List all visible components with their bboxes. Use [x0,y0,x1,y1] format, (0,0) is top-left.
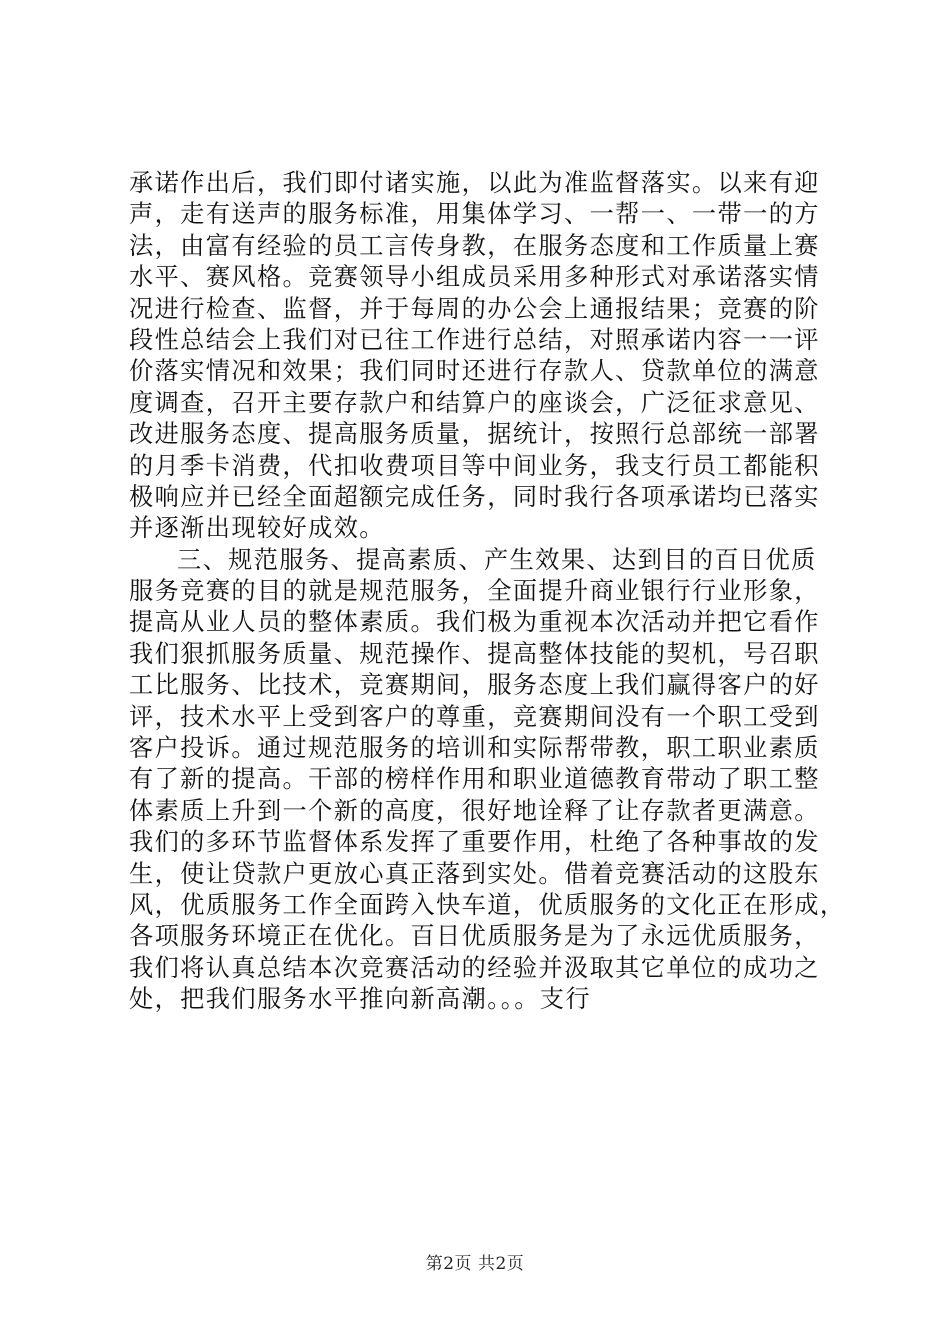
document-body [129,168,846,1016]
text-line: 承诺作出后，我们即付诸实施，以此为准监督落实。以来有迎 [129,169,820,197]
text-line: 处，把我们服务水平推向新高潮。。。支行 [129,985,591,1014]
text-line: 提高从业人员的整体素质。我们极为重视本次活动并把它看作 [129,608,820,637]
text-line: 段性总结会上我们对已往工作进行总结，对照承诺内容一一评 [129,325,820,354]
text-line: 并逐渐出现较好成效。 [129,514,385,543]
text-line: 声，走有送声的服务标准，用集体学习、一帮一、一带一的方 [129,200,820,229]
text-line: 况进行检查、监督，并于每周的办公会上通报结果；竞赛的阶 [129,294,820,323]
text-line: 价落实情况和效果；我们同时还进行存款人、贷款单位的满意 [129,357,820,386]
text-line: 风，优质服务工作全面跨入快车道，优质服务的文化正在形成， [129,890,846,919]
text-line: 我们的多环节监督体系发挥了重要作用，杜绝了各种事故的发 [129,828,820,857]
text-line: 工比服务、比技术，竞赛期间，服务态度上我们赢得客户的好 [129,671,820,700]
text-line: 我们将认真总结本次竞赛活动的经验并汲取其它单位的成功之 [129,953,820,982]
text-line: 度调查，召开主要存款户和结算户的座谈会，广泛征求意见、 [129,388,820,417]
text-line: 的月季卡消费，代扣收费项目等中间业务，我支行员工都能积 [129,451,820,480]
text-line: 评，技术水平上受到客户的尊重，竞赛期间没有一个职工受到 [129,702,820,731]
text-line: 极响应并已经全面超额完成任务，同时我行各项承诺均已落实 [129,482,820,511]
text-line: 有了新的提高。干部的榜样作用和职业道德教育带动了职工整 [129,765,820,794]
page-number-footer: 第2页 共2页 [425,1254,525,1274]
text-line: 体素质上升到一个新的高度，很好地诠释了让存款者更满意。 [129,796,820,825]
text-line: 我们狠抓服务质量、规范操作、提高整体技能的契机，号召职 [129,639,820,668]
text-line: 法，由富有经验的员工言传身教，在服务态度和工作质量上赛 [129,231,820,260]
text-line: 水平、赛风格。竞赛领导小组成员采用多种形式对承诺落实情 [129,263,820,292]
text-line: 改进服务态度、提高服务质量，据统计，按照行总部统一部署 [129,420,820,449]
text-line: 客户投诉。通过规范服务的培训和实际帮带教，职工职业素质 [129,734,820,763]
paragraph-start-line: 三、规范服务、提高素质、产生效果、达到目的百日优质 [177,545,817,574]
text-line: 生，使让贷款户更放心真正落到实处。借着竞赛活动的这股东 [129,859,820,888]
text-line: 各项服务环境正在优化。百日优质服务是为了永远优质服务， [129,922,820,951]
text-line: 服务竞赛的目的就是规范服务，全面提升商业银行行业形象， [129,577,820,606]
